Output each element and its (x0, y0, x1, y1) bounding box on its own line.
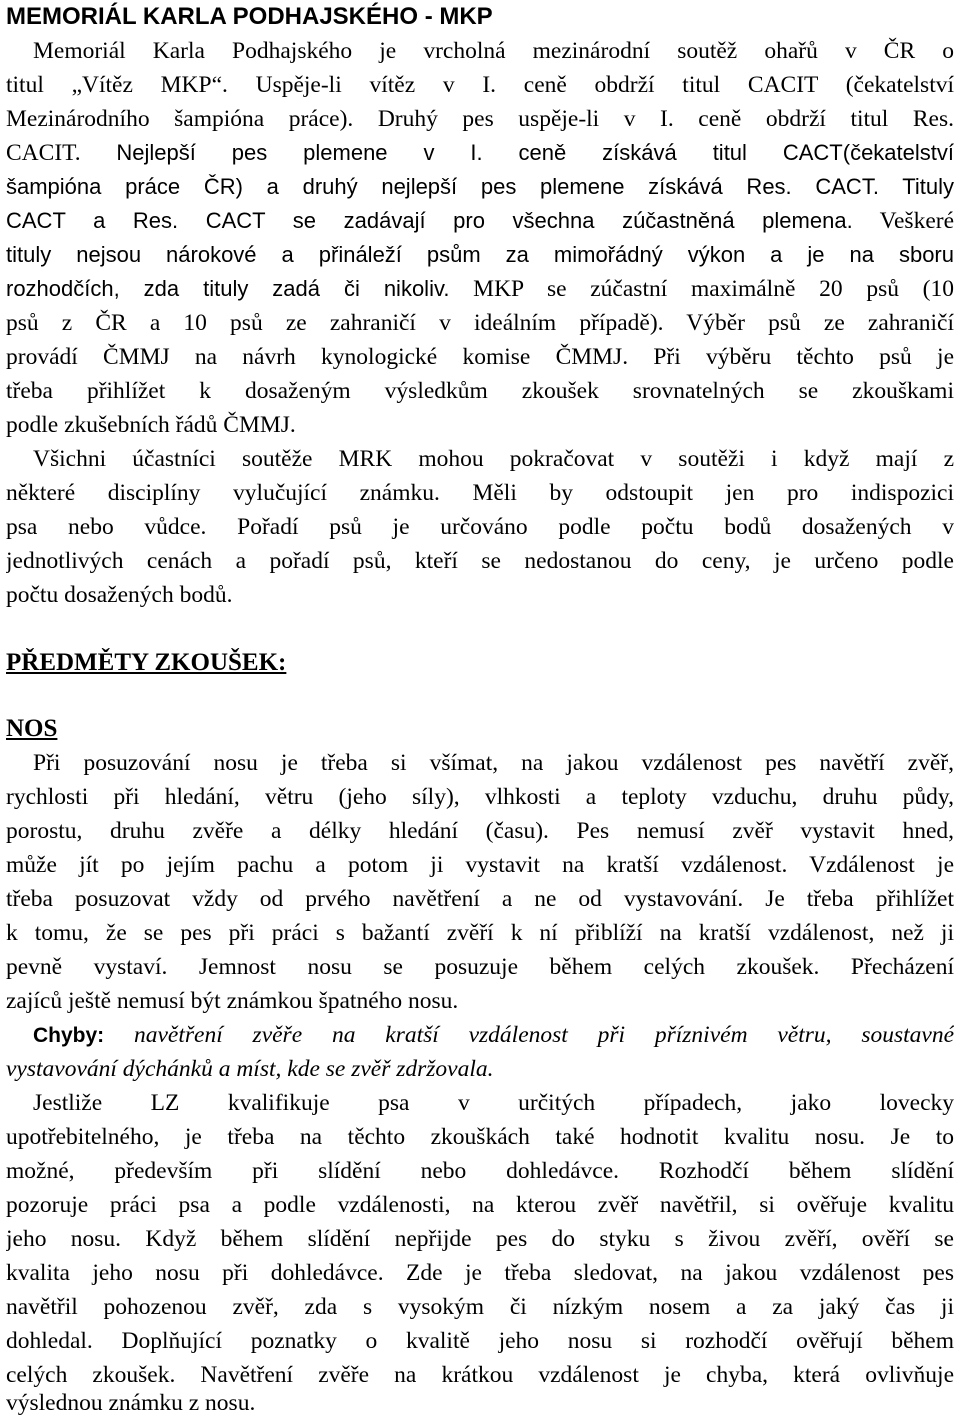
nos-line: jeho nosu. Když během slídění nepřijde pes do styku s živou zvěří, ověří se (6, 1226, 954, 1252)
intro-line: Mezinárodního šampióna práce). Druhý pes uspěje-li v I. ceně obdrží titul Res. (6, 106, 954, 132)
intro-line: šampióna práce ČR) a druhý nejlepší pes plemene získává Res. CACT. Tituly (6, 174, 954, 199)
nos-line: kvalita jeho nosu při dohledávce. Zde je třeba sledovat, na jakou vzdálenost pes (6, 1260, 954, 1286)
intro-line: podle zkušebních řádů ČMMJ. (6, 412, 296, 438)
intro-text: rozhodčích, zda tituly zadá či nikoliv. (6, 276, 450, 301)
paragraph-line: počtu dosažených bodů. (6, 582, 233, 608)
nos-line: Při posuzování nosu je třeba si všímat, na jakou vzdálenost pes navětří zvěř, (33, 750, 954, 776)
nos-line: navětřil pohozenou zvěř, zda s vysokým či nízkým nosem a za jaký čas ji (6, 1294, 954, 1320)
intro-text: MKP se zúčastní maximálně 20 psů (10 (473, 276, 954, 302)
nos-line: možné, především při slídění nebo dohledávce. Rozhodčí během slídění (6, 1158, 954, 1184)
section-heading: PŘEDMĚTY ZKOUŠEK: (6, 649, 287, 676)
paragraph-line: Všichni účastníci soutěže MRK mohou pokračovat v soutěži i když mají z (33, 446, 954, 472)
intro-line: Memoriál Karla Podhajského je vrcholná mezinárodní soutěž ohařů v ČR o (33, 38, 954, 64)
nos-line: Jestliže LZ kvalifikuje psa v určitých případech, jako lovecky (33, 1090, 954, 1116)
intro-line: titul „Vítěz MKP“. Uspěje-li vítěz v I. ceně obdrží titul CACIT (čekatelství (6, 72, 954, 98)
intro-text: CACIT. (6, 140, 81, 166)
intro-line: třeba přihlížet k dosaženým výsledkům zkoušek srovnatelných se zkouškami (6, 378, 954, 404)
nos-line: může jít po jejím pachu a potom ji vystavit na kratší vzdálenost. Vzdálenost je (6, 852, 954, 878)
nos-line: upotřebitelného, je třeba na těchto zkouškách také hodnotit kvalitu nosu. Je to (6, 1124, 954, 1150)
nos-line: výslednou známku z nosu. (6, 1390, 256, 1416)
errors-line (33, 1018, 954, 1052)
intro-text: Veškeré (879, 208, 954, 234)
nos-line: zajíců ještě nemusí být známkou špatného nosu. (6, 988, 459, 1014)
errors-line: vystavování dýchánků a míst, kde se zvěř zdržovala. (6, 1056, 494, 1082)
intro-text: Nejlepší pes plemene v I. ceně získává titul CACT(čekatelství (116, 140, 954, 165)
intro-text: CACT a Res. CACT se zadávají pro všechna zúčastněná plemena. (6, 208, 853, 233)
intro-line (6, 136, 954, 170)
nos-line: celých zkoušek. Navětření zvěře na krátkou vzdálenost je chyba, která ovlivňuje (6, 1362, 954, 1388)
nos-line: porostu, druhu zvěře a délky hledání (času). Pes nemusí zvěř vystavit hned, (6, 818, 954, 844)
document-title: MEMORIÁL KARLA PODHAJSKÉHO - MKP (6, 3, 493, 30)
intro-line: tituly nejsou nárokové a přináleží psům za mimořádný výkon a je na sboru (6, 242, 954, 267)
paragraph-line: některé disciplíny vylučující známku. Měli by odstoupit jen pro indispozici (6, 480, 954, 506)
nos-line: třeba posuzovat vždy od prvého navětření a ne od vystavování. Je třeba přihlížet (6, 886, 954, 912)
paragraph-line: jednotlivých cenách a pořadí psů, kteří se nedostanou do ceny, je určeno podle (6, 548, 954, 574)
nos-line: dohledal. Doplňující poznatky o kvalitě jeho nosu si rozhodčí ověřují během (6, 1328, 954, 1354)
nos-line: pozoruje práci psa a podle vzdálenosti, na kterou zvěř navětřil, si ověřuje kvalitu (6, 1192, 954, 1218)
paragraph-line: psa nebo vůdce. Pořadí psů je určováno podle počtu bodů dosažených v (6, 514, 954, 540)
errors-label: Chyby: (33, 1024, 105, 1047)
intro-line (6, 204, 954, 238)
intro-line: provádí ČMMJ na návrh kynologické komise ČMMJ. Při výběru těchto psů je (6, 344, 954, 370)
nos-line: k tomu, že se pes při práci s bažantí zvěří k ní přiblíží na kratší vzdálenost, než ji (6, 920, 954, 946)
errors-text: navětření zvěře na kratší vzdálenost při příznivém větru, soustavné (134, 1022, 954, 1048)
nos-line: rychlosti při hledání, větru (jeho síly), vlhkosti a teploty vzduchu, druhu půdy, (6, 784, 954, 810)
intro-line: psů z ČR a 10 psů ze zahraničí v ideálním případě). Výběr psů ze zahraničí (6, 310, 954, 336)
nos-heading: NOS (6, 715, 58, 742)
intro-line (6, 272, 954, 306)
nos-line: pevně vystaví. Jemnost nosu se posuzuje během celých zkoušek. Přecházení (6, 954, 954, 980)
